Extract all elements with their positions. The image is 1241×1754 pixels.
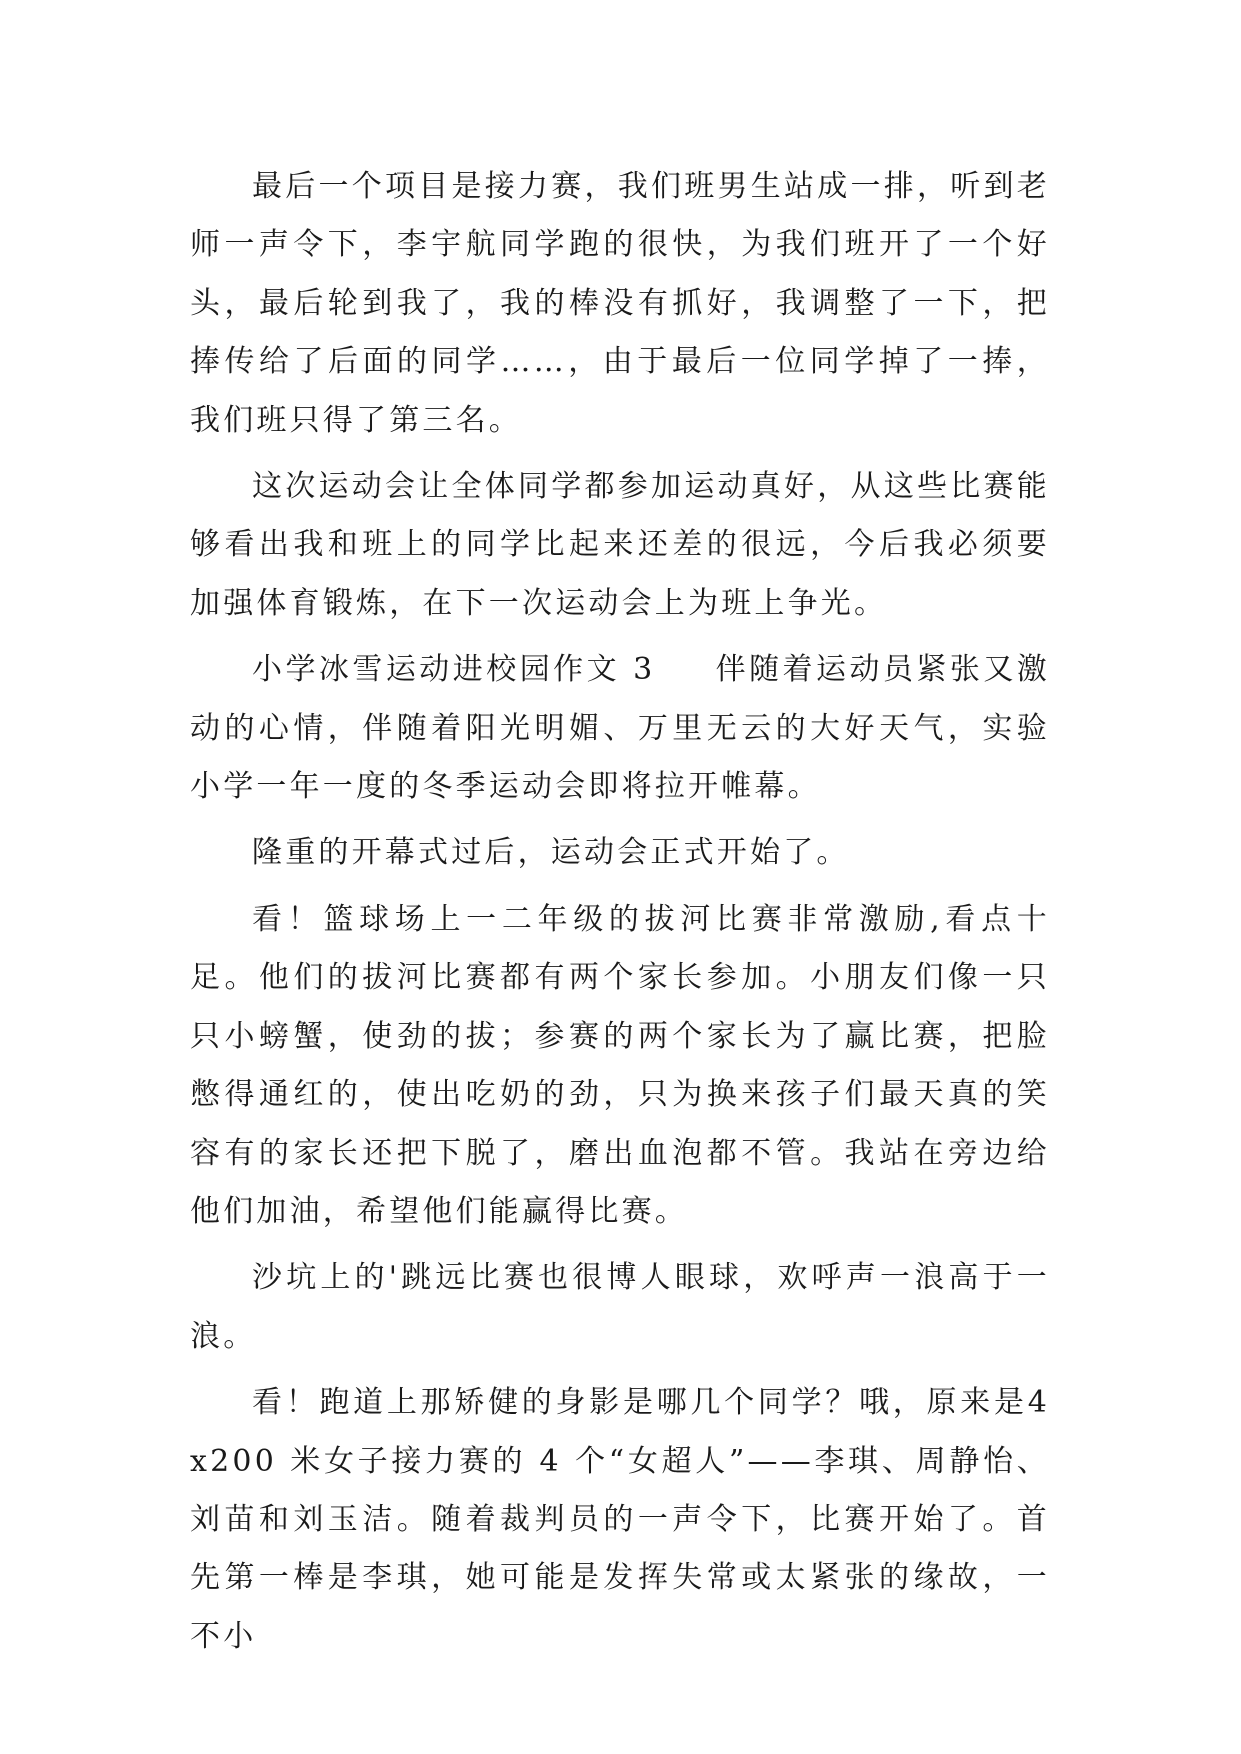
paragraph-long-jump: 沙坑上的'跳远比赛也很博人眼球，欢呼声一浪高于一浪。 (190, 1260, 1050, 1354)
document-body (190, 158, 1050, 1674)
section-intro: 伴随着运动员紧张又激动的心情，伴随着阳光明媚、万里无云的大好天气，实验小学一年一度的冬季运动会即将拉开帷幕。 (190, 652, 1050, 805)
section-heading: 小学冰雪运动进校园作文 3 (252, 652, 656, 688)
paragraph-relay-race: 最后一个项目是接力赛，我们班男生站成一排，听到老师一声令下，李宇航同学跑的很快，为我们班开了一个好头，最后轮到我了，我的棒没有抓好，我调整了一下，把捧传给了后面的同学……，由于最后一位同学掉了一捧，我们班只得了第三名。 (190, 169, 1050, 438)
paragraph-sports-meet-reflection: 这次运动会让全体同学都参加运动真好，从这些比赛能够看出我和班上的同学比起来还差的很远，今后我必须要加强体育锻炼，在下一次运动会上为班上争光。 (190, 469, 1050, 621)
paragraph-opening-ceremony: 隆重的开幕式过后，运动会正式开始了。 (252, 835, 850, 871)
paragraph-section-3 (190, 641, 1050, 816)
paragraph-tug-of-war: 看！篮球场上一二年级的拔河比赛非常激励,看点十足。他们的拔河比赛都有两个家长参加。小朋友们像一只只小螃蟹，使劲的拔；参赛的两个家长为了赢比赛，把脸憋得通红的，使出吃奶的劲，只为换来孩子们最天真的笑容有的家长还把下脱了，磨出血泡都不管。我站在旁边给他们加油，希望他们能赢得比赛。 (190, 901, 1050, 1229)
paragraph-girls-relay: 看！跑道上那矫健的身影是哪几个同学？哦，原来是4x200 米女子接力赛的 4 个“女超人”——李琪、周静怡、刘苗和刘玉洁。随着裁判员的一声令下，比赛开始了。首先第一棒是李琪，她可能是发挥失常或太紧张的缘故，一不小 (190, 1385, 1050, 1654)
